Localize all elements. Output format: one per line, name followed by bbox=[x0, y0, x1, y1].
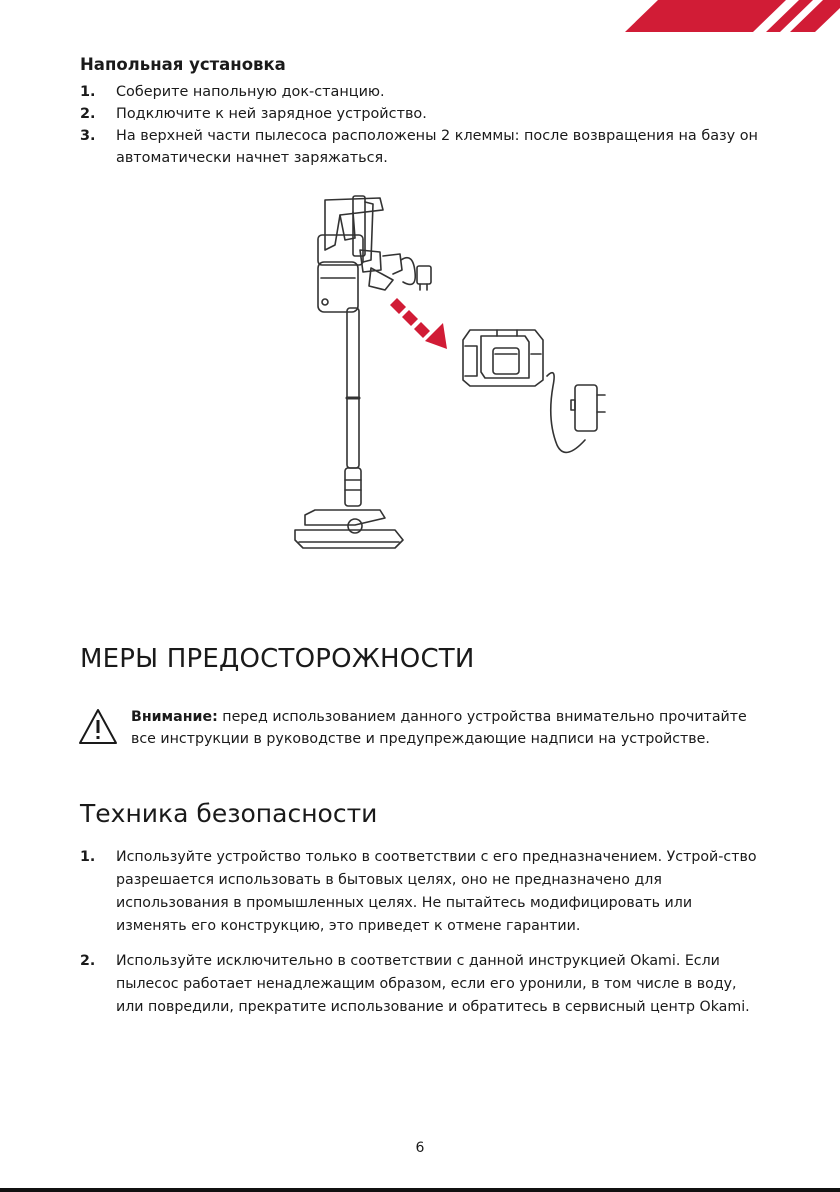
step-text: Подключите к ней зарядное устройство. bbox=[116, 106, 427, 122]
page-number: 6 bbox=[415, 1140, 425, 1156]
step-text: На верхней части пылесоса расположены 2 клеммы: после возвращения на базу он автоматически начнет заряжаться. bbox=[116, 128, 758, 166]
precautions-heading: МЕРЫ ПРЕДОСТОРОЖНОСТИ bbox=[80, 644, 475, 674]
safety-heading: Техника безопасности bbox=[80, 799, 378, 828]
install-step bbox=[80, 125, 760, 169]
section-title-floor-install: Напольная установка bbox=[80, 55, 286, 74]
step-number: 2. bbox=[80, 106, 96, 122]
vacuum-icon bbox=[295, 196, 431, 548]
safety-rules-list bbox=[80, 846, 766, 1031]
install-steps-list bbox=[80, 81, 760, 169]
rule-number: 2. bbox=[80, 953, 96, 969]
charger-icon bbox=[547, 373, 605, 453]
warning-text bbox=[131, 706, 761, 750]
step-number: 3. bbox=[80, 128, 96, 144]
safety-rule bbox=[80, 846, 766, 938]
rule-number: 1. bbox=[80, 849, 96, 865]
safety-rule bbox=[80, 950, 766, 1019]
bottom-divider bbox=[0, 1188, 840, 1192]
rule-text: Используйте исключительно в соответствии с данной инструкцией Okami. Если пылесос работает ненадлежащим образом, если его уронили, в том числе в воду, или повредили, прекратите использование и обратитесь в сервисный центр Okami. bbox=[116, 953, 750, 1015]
warning-body: перед использованием данного устройства внимательно прочитайте все инструкции в руководстве и предупреждающие надписи на устройстве. bbox=[131, 709, 747, 747]
step-text: Соберите напольную док-станцию. bbox=[116, 84, 385, 100]
corner-accent-stripes bbox=[480, 0, 840, 32]
step-number: 1. bbox=[80, 84, 96, 100]
install-step bbox=[80, 81, 760, 103]
arrow-icon bbox=[390, 298, 447, 349]
vacuum-dock-illustration bbox=[285, 190, 625, 555]
warning-icon bbox=[78, 707, 118, 747]
dock-station-icon bbox=[463, 330, 543, 386]
install-step bbox=[80, 103, 760, 125]
rule-text: Используйте устройство только в соответствии с его предназначением. Устрой-ство разрешается использовать в бытовых целях, оно не предназначено для использования в промышленных целях. Не пытайтесь модифицировать или изменять его конструкцию, это приведет к отмене гарантии. bbox=[116, 849, 757, 934]
warning-lead: Внимание: bbox=[131, 709, 218, 725]
